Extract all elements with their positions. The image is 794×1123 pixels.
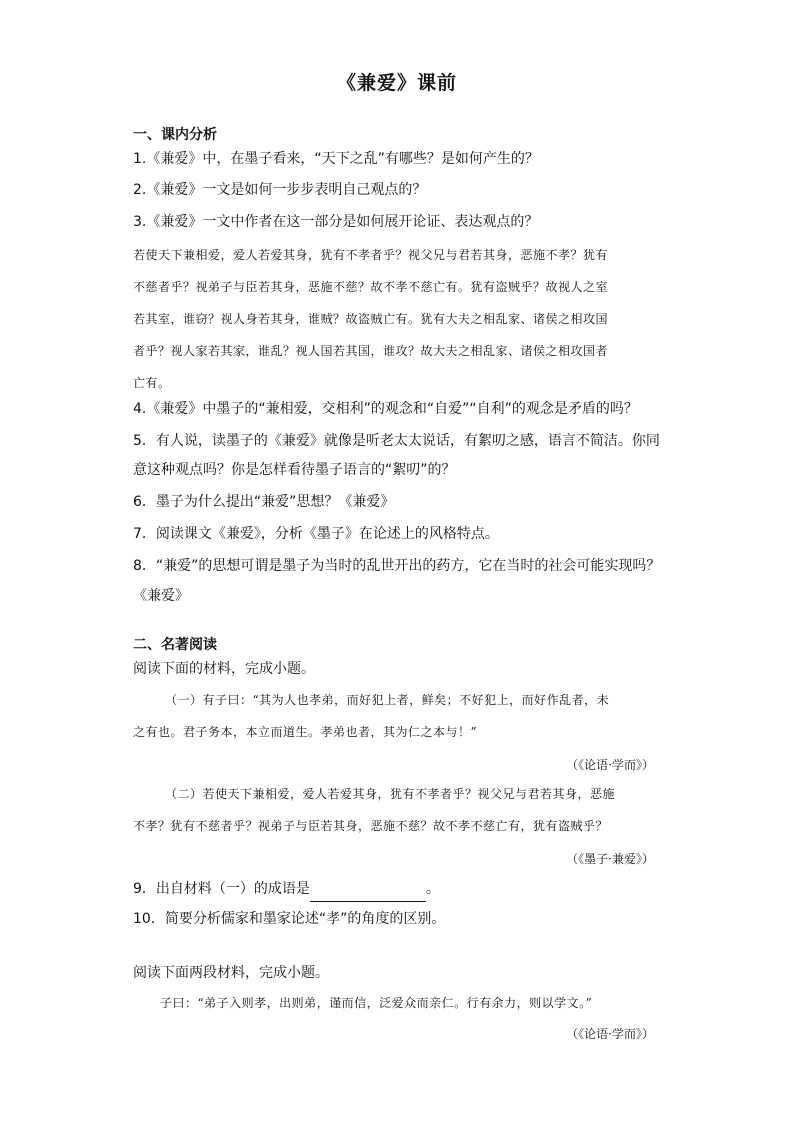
- material-line: 之有也。君子务本，本立而道生。孝弟也者，其为仁之本与！”: [133, 725, 478, 739]
- section-heading-classics: 二、名著阅读: [133, 637, 217, 653]
- reading-intro-1: 阅读下面的材料，完成小题。: [133, 661, 315, 677]
- page-title: 《兼爱》课前: [336, 72, 457, 94]
- question-8-line-1: 8．“兼爱”的思想可谓是墨子为当时的乱世开出的药方，它在当时的社会可能实现吗？: [133, 558, 661, 574]
- question-3: 3.《兼爱》一文中作者在这一部分是如何展开论证、表达观点的？: [133, 214, 539, 230]
- material-line: （一）有子曰：“其为人也孝弟，而好犯上者，鲜矣；不好犯上，而好作乱者，未: [165, 693, 610, 707]
- section-heading-analysis: 一、课内分析: [133, 127, 217, 143]
- material-line: （二）若使天下兼相爱，爱人若爱其身，犹有不孝者乎？视父兄与君若其身，恶施: [165, 787, 616, 801]
- quote-line: 若使天下兼相爱，爱人若爱其身，犹有不孝者乎？视父兄与君若其身，恶施不孝？犹有: [133, 248, 609, 262]
- question-10: 10．简要分析儒家和墨家论述“孝”的角度的区别。: [133, 911, 446, 927]
- question-2: 2.《兼爱》一文是如何一步步表明自己观点的？: [133, 182, 427, 198]
- answer-blank[interactable]: [310, 885, 426, 902]
- quote-passage: [133, 239, 663, 399]
- quote-line: 亡有。: [133, 376, 171, 390]
- quote-line: 不慈者乎？视弟子与臣若其身，恶施不慈？故不孝不慈亡有。犹有盗贼乎？故视人之室: [133, 280, 609, 294]
- question-5-line-2: 意这种观点吗？你是怎样看待墨子语言的“絮叨”的？: [133, 462, 456, 478]
- question-1: 1.《兼爱》中，在墨子看来，“天下之乱”有哪些？是如何产生的？: [133, 151, 539, 167]
- material-2-source: （《墨子·兼爱》）: [566, 852, 654, 866]
- material-1: [133, 684, 663, 748]
- question-6: 6．墨子为什么提出“兼爱”思想？《兼爱》: [133, 494, 395, 510]
- question-8-line-2: 《兼爱》: [133, 588, 189, 604]
- question-4: 4.《兼爱》中墨子的“兼相爱，交相利”的观念和“自爱”“自利”的观念是矛盾的吗？: [133, 401, 638, 417]
- quote-line: 者乎？视人家若其家，谁乱？视人国若其国，谁攻？故大夫之相乱家、诸侯之相攻国者: [133, 344, 609, 358]
- quote-line: 若其室，谁窃？视人身若其身，谁贼？故盗贼亡有。犹有大夫之相乱家、诸侯之相攻国: [133, 312, 609, 326]
- material-line: 子曰：“弟子入则孝，出则弟，谨而信，泛爱众而亲仁。行有余力，则以学文。”: [160, 996, 593, 1010]
- material-1-source: （《论语·学而》）: [566, 758, 654, 772]
- question-5-line-1: 5．有人说，读墨子的《兼爱》就像是听老太太说话，有絮叨之感，语言不简洁。你同: [133, 433, 660, 449]
- material-3-source: （《论语·学而》）: [566, 1027, 654, 1041]
- material-3: [133, 987, 663, 1019]
- question-9: [133, 876, 678, 902]
- material-line: 不孝？犹有不慈者乎？视弟子与臣若其身，恶施不慈？故不孝不慈亡有，犹有盗贼乎？: [133, 819, 609, 833]
- reading-intro-2: 阅读下面两段材料，完成小题。: [133, 965, 329, 981]
- material-2: [133, 778, 663, 842]
- question-9-text: 9．出自材料（一）的成语是: [133, 881, 310, 897]
- question-7: 7．阅读课文《兼爱》，分析《墨子》在论述上的风格特点。: [133, 526, 499, 542]
- question-9-end: 。: [425, 881, 440, 897]
